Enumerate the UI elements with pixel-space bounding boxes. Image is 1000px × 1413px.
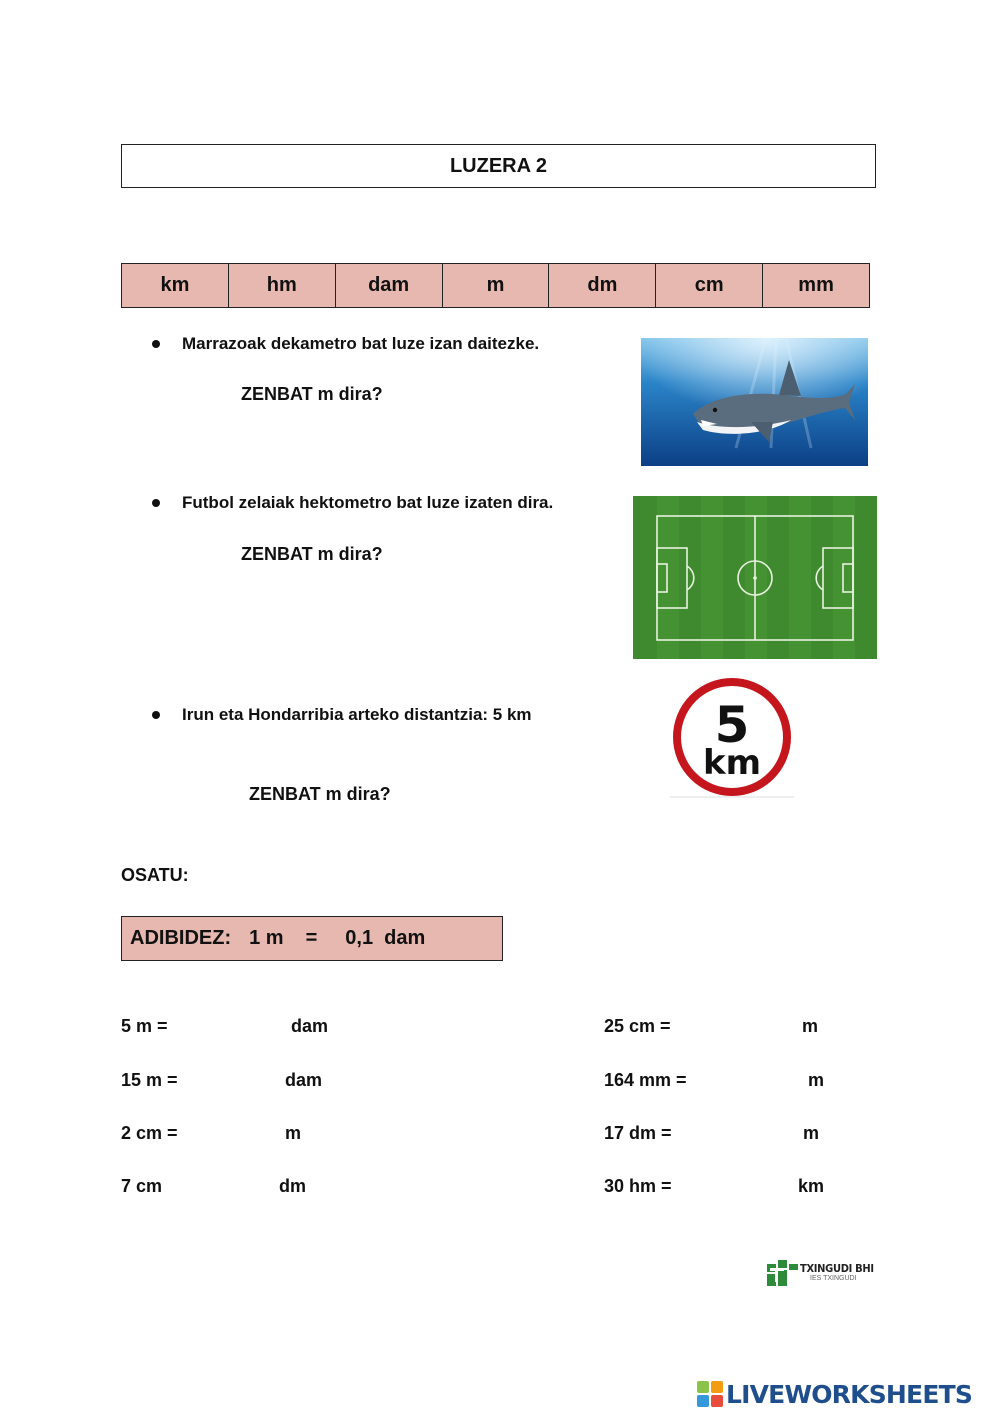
unit-cell-dm: dm — [549, 264, 656, 307]
exercise-prompt: 2 cm = — [121, 1123, 178, 1143]
exercise-prompt: 25 cm = — [604, 1016, 671, 1036]
bullet-item-football — [152, 493, 553, 513]
unit-cell-cm: cm — [656, 264, 763, 307]
exercise-unit: m — [808, 1070, 825, 1090]
unit-cell-dam: dam — [336, 264, 443, 307]
footer-brand-text: LIVEWORKSHEETS — [726, 1379, 973, 1409]
bullet-item-distance — [152, 705, 532, 725]
school-logo-icon — [767, 1260, 799, 1288]
shark-photo-icon — [641, 338, 868, 466]
unit-cell-mm: mm — [798, 274, 834, 296]
example-lhs: 1 m — [249, 927, 284, 949]
bullet-dot — [152, 711, 160, 719]
sign-number: 5 — [714, 696, 750, 754]
exercise-unit: m — [285, 1123, 302, 1143]
unit-cell-hm: hm — [229, 264, 336, 307]
bullet-dot — [152, 499, 160, 507]
school-logo-name: TXINGUDI BHI — [800, 1262, 874, 1275]
exercise-unit: km — [798, 1176, 825, 1196]
exercise-prompt: 5 m = — [121, 1016, 168, 1036]
page-title-text: LUZERA 2 — [449, 154, 548, 177]
exercise-prompt: 30 hm = — [604, 1176, 672, 1196]
statement-text: Marrazoak dekametro bat luze izan daitezke. — [182, 334, 540, 353]
statement-text: Irun eta Hondarribia arteko distantzia: 5 km — [182, 705, 532, 724]
exercise-unit: m — [803, 1123, 820, 1143]
unit-cell-km: km — [122, 264, 229, 307]
bullet-dot — [152, 340, 160, 348]
football-field-photo-icon — [633, 496, 877, 659]
exercise-unit: dam — [285, 1070, 323, 1090]
exercise-prompt: 164 mm = — [604, 1070, 687, 1090]
page-title — [121, 144, 876, 188]
question-distance: ZENBAT m dira? — [249, 784, 391, 804]
exercise-unit: m — [802, 1016, 819, 1036]
example-box — [121, 916, 503, 961]
sign-unit: km — [702, 743, 762, 783]
question-football: ZENBAT m dira? — [241, 544, 383, 564]
complete-label: OSATU: — [121, 865, 189, 885]
question-shark: ZENBAT m dira? — [241, 384, 383, 404]
example-rhs: 0,1 dam — [345, 927, 426, 949]
footer-brand[interactable] — [697, 1378, 997, 1410]
bullet-item-shark — [152, 334, 539, 354]
school-logo-sub: IES TXINGUDI — [810, 1275, 857, 1282]
exercise-unit: dam — [291, 1016, 329, 1036]
units-table — [121, 263, 870, 308]
exercise-prompt: 15 m = — [121, 1070, 178, 1090]
exercise-unit: dm — [279, 1176, 306, 1196]
exercise-prompt: 17 dm = — [604, 1123, 672, 1143]
unit-cell-m: m — [443, 264, 550, 307]
example-eq: = — [305, 927, 318, 949]
liveworksheets-logo-icon — [697, 1381, 723, 1407]
school-logo — [767, 1260, 879, 1288]
example-label: ADIBIDEZ: — [130, 927, 232, 949]
statement-text: Futbol zelaiak hektometro bat luze izaten dira. — [182, 493, 554, 512]
exercise-prompt: 7 cm — [121, 1176, 163, 1196]
road-sign-5km-icon — [670, 676, 794, 798]
